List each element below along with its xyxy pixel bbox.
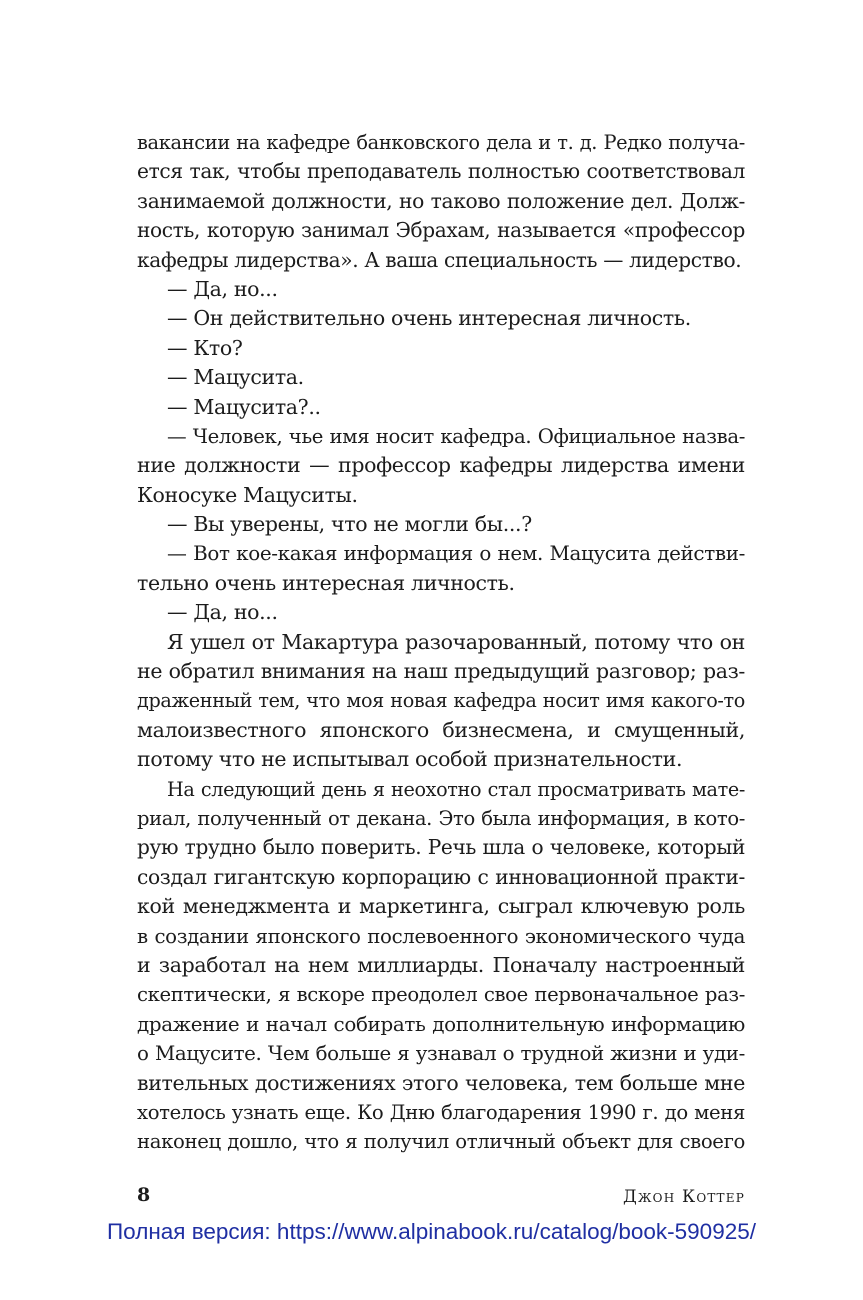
page-footer bbox=[137, 1184, 745, 1214]
text-line: кафедры лидерства». А ваша специальность — лидерство. bbox=[137, 247, 742, 272]
text-line: хотелось узнать еще. Ко Дню благодарения 1990 г. до меня bbox=[137, 1100, 745, 1124]
dialogue-line: — Вот кое-какая информация о нем. Мацусита действи- bbox=[167, 542, 745, 566]
text-line: вительных достижениях этого человека, тем больше мне bbox=[137, 1070, 745, 1095]
text-line: занимаемой должности, но таково положение дел. Долж- bbox=[137, 188, 745, 213]
dialogue-line: — Вы уверены, что не могли бы...? bbox=[167, 512, 532, 537]
full-version-link[interactable]: Полная версия: https://www.alpinabook.ru/catalog/book-590925/ bbox=[107, 1219, 756, 1244]
text-line: вакансии на кафедре банковского дела и т. д. Редко получа- bbox=[137, 131, 745, 154]
text-line: и заработал на нем миллиарды. Поначалу настроенный bbox=[137, 952, 745, 977]
dialogue-line: — Кто? bbox=[167, 335, 243, 360]
dialogue-line: — Да, но... bbox=[167, 276, 278, 301]
text-line: Коносуке Мацуситы. bbox=[137, 482, 358, 507]
body-text bbox=[137, 128, 745, 1157]
text-line: тельно очень интересная личность. bbox=[137, 570, 515, 595]
dialogue-line: — Человек, чье имя носит кафедра. Официальное назва- bbox=[167, 424, 745, 448]
text-line: потому что не испытывал особой признательности. bbox=[137, 747, 683, 772]
running-head-author: Джон Коттер bbox=[622, 1187, 745, 1207]
dialogue-line: — Да, но... bbox=[167, 600, 278, 625]
text-line: ность, которую занимал Эбрахам, называется «профессор bbox=[137, 218, 745, 243]
text-line: ется так, чтобы преподаватель полностью соответствовал bbox=[137, 159, 745, 184]
text-line: создал гигантскую корпорацию с инновационной практи- bbox=[137, 864, 745, 889]
text-line: риал, полученный от декана. Это была информация, в кото- bbox=[137, 806, 745, 830]
text-line: ние должности — профессор кафедры лидерства имени bbox=[137, 453, 745, 478]
page-number: 8 bbox=[137, 1184, 151, 1206]
text-line: не обратил внимания на наш предыдущий разговор; раз- bbox=[137, 659, 745, 684]
text-line: малоизвестного японского бизнесмена, и смущенный, bbox=[137, 717, 745, 742]
text-line: о Мацусите. Чем больше я узнавал о трудной жизни и уди- bbox=[137, 1042, 745, 1066]
text-line: дражение и начал собирать дополнительную информацию bbox=[137, 1012, 745, 1036]
text-line: в создании японского послевоенного экономического чуда bbox=[137, 924, 745, 948]
paragraph-first-line: Я ушел от Макартура разочарованный, потому что он bbox=[167, 629, 745, 654]
dialogue-line: — Мацусита. bbox=[167, 365, 304, 390]
text-line: наконец дошло, что я получил отличный объект для своего bbox=[137, 1130, 745, 1154]
text-line: кой менеджмента и маркетинга, сыграл ключевую роль bbox=[137, 894, 745, 919]
text-line: рую трудно было поверить. Речь шла о человеке, который bbox=[137, 835, 745, 860]
text-line: скептически, я вскоре преодолел свое первоначальное раз- bbox=[137, 983, 745, 1007]
text-line: драженный тем, что моя новая кафедра носит имя какого-то bbox=[137, 689, 745, 713]
dialogue-line: — Мацусита?.. bbox=[167, 394, 321, 419]
paragraph-first-line: На следующий день я неохотно стал просматривать мате- bbox=[167, 777, 745, 801]
dialogue-line: — Он действительно очень интересная личность. bbox=[167, 306, 691, 331]
